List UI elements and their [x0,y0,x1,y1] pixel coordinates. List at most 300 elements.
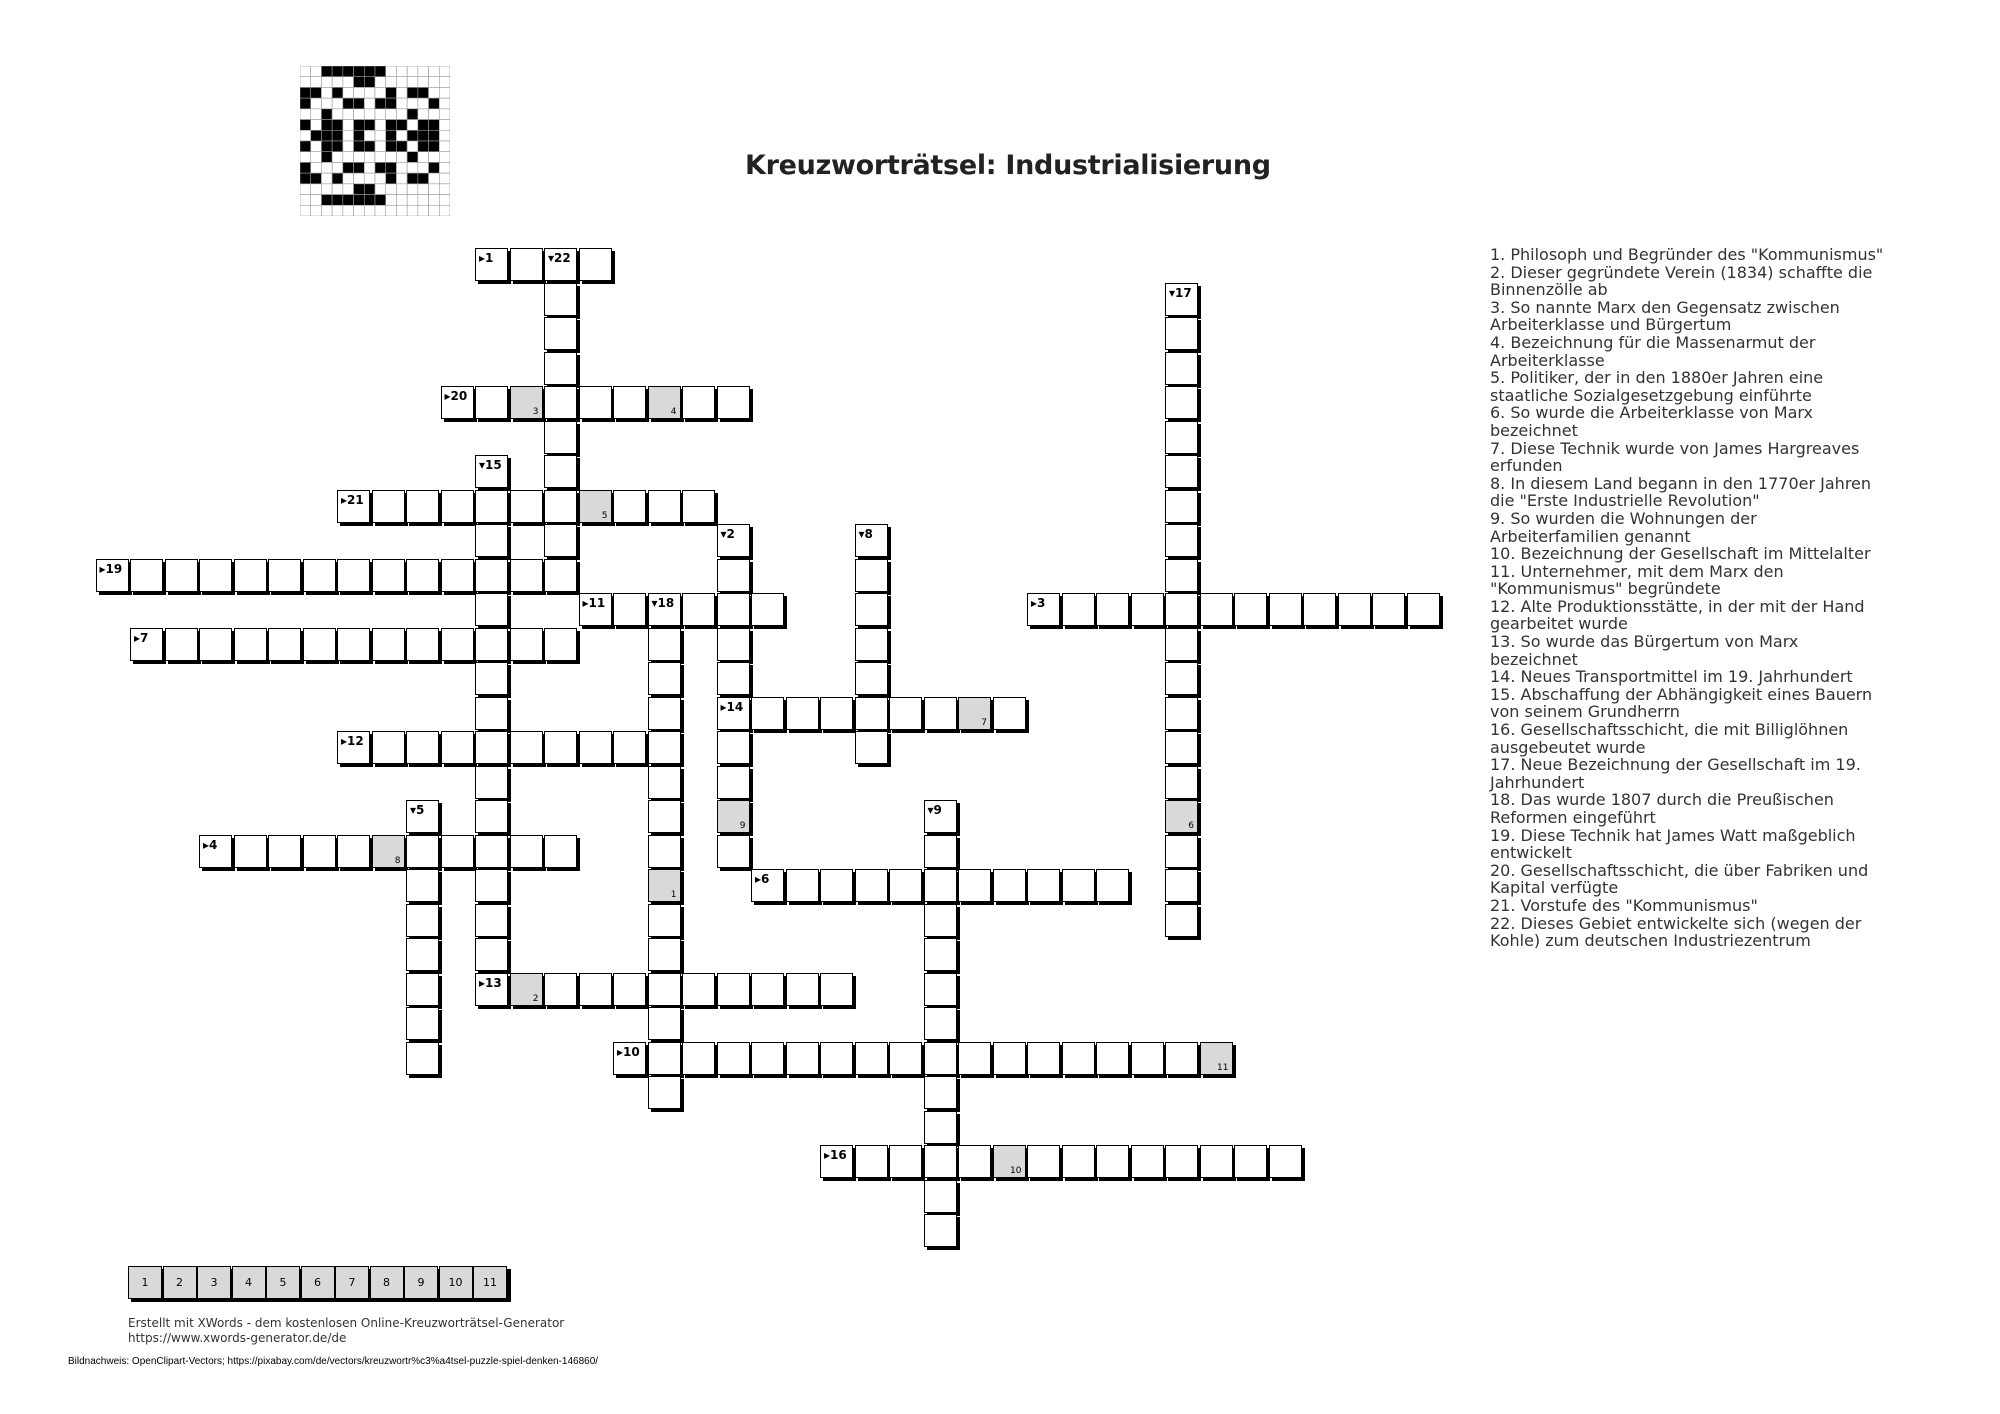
crossword-cell[interactable] [1027,593,1060,626]
crossword-cell[interactable] [820,1145,853,1178]
crossword-cell[interactable] [544,628,577,661]
crossword-cell[interactable] [648,628,681,661]
clue-number-label: ▸11 [582,596,606,610]
crossword-cell[interactable] [648,593,681,626]
crossword-cell[interactable] [475,248,508,281]
crossword-cell[interactable] [717,662,750,695]
crossword-cell[interactable] [544,731,577,764]
crossword-cell[interactable] [786,1042,819,1075]
image-credit: Bildnachweis: OpenClipart-Vectors; https://pixabay.com/de/vectors/kreuzwortr%c3%a4tsel-puzzle-spiel-denken-146860/ [68,1356,599,1367]
crossword-cell[interactable] [820,697,853,730]
clue-item: 1. Philosoph und Begründer des "Kommunismus" [1490,245,1884,264]
crossword-cell[interactable] [682,1042,715,1075]
crossword-cell[interactable] [510,731,543,764]
crossword-cell[interactable] [924,1145,957,1178]
crossword-cell[interactable] [1165,352,1198,385]
crossword-cell[interactable] [648,973,681,1006]
crossword-cell[interactable] [855,697,888,730]
crossword-cell[interactable] [130,628,163,661]
crossword-cell[interactable] [1027,1042,1060,1075]
crossword-cell[interactable] [372,731,405,764]
crossword-cell[interactable] [544,490,577,523]
crossword-cell[interactable] [337,559,370,592]
crossword-cell[interactable] [441,559,474,592]
crossword-cell[interactable] [475,697,508,730]
crossword-cell[interactable] [579,593,612,626]
crossword-cell[interactable] [544,317,577,350]
clue-item: 20. Gesellschaftsschicht, die über Fabriken und Kapital verfügte [1490,860,1869,898]
crossword-cell[interactable] [717,697,750,730]
crossword-cell[interactable] [924,1111,957,1144]
crossword-cell[interactable] [751,1042,784,1075]
crossword-cell[interactable] [544,559,577,592]
solution-marker: 11 [1217,1062,1229,1073]
solution-cell[interactable]: 4 [232,1266,266,1299]
page-title: Kreuzworträtsel: Industrialisierung [745,150,1271,181]
crossword-cell[interactable] [199,628,232,661]
crossword-cell[interactable] [993,697,1026,730]
crossword-cell[interactable] [130,559,163,592]
crossword-cell[interactable] [786,697,819,730]
crossword-cell[interactable] [544,283,577,316]
crossword-cell[interactable] [1165,283,1198,316]
crossword-cell[interactable] [510,248,543,281]
crossword-cell[interactable] [1165,490,1198,523]
clue-item: 12. Alte Produktionsstätte, in der mit der Hand gearbeitet wurde [1490,596,1865,634]
crossword-cell[interactable] [648,490,681,523]
clue-number-label: ▾2 [720,527,735,541]
crossword-cell[interactable] [855,662,888,695]
crossword-cell[interactable] [441,835,474,868]
crossword-cell[interactable] [165,559,198,592]
crossword-cell[interactable] [406,835,439,868]
solution-cell[interactable]: 10 [439,1266,473,1299]
clue-item: 11. Unternehmer, mit dem Marx den "Kommunismus" begründete [1490,561,1784,599]
crossword-cell[interactable] [993,1042,1026,1075]
crossword-cell[interactable] [1062,869,1095,902]
crossword-cell[interactable] [1096,1042,1129,1075]
crossword-cell[interactable] [544,386,577,419]
crossword-cell[interactable] [613,386,646,419]
clue-number-label: ▾18 [651,596,675,610]
solution-marker: 5 [601,510,608,521]
crossword-cell[interactable] [372,559,405,592]
clue-number-label: ▸19 [99,561,123,576]
crossword-cell[interactable] [510,490,543,523]
crossword-cell[interactable] [475,766,508,799]
crossword-cell[interactable] [855,593,888,626]
crossword-cell[interactable] [717,800,750,833]
clue-item: 18. Das wurde 1807 durch die Preußischen Reformen eingeführt [1490,790,1834,827]
crossword-cell[interactable] [648,835,681,868]
crossword-cell[interactable] [889,1145,922,1178]
crossword-cell[interactable] [717,731,750,764]
crossword-cell[interactable] [234,559,267,592]
crossword-cell[interactable] [613,973,646,1006]
crossword-cell[interactable] [475,662,508,695]
crossword-cell[interactable] [1165,697,1198,730]
crossword-cell[interactable] [406,938,439,971]
crossword-cell[interactable] [1165,1145,1198,1178]
crossword-puzzle-icon [300,66,450,220]
crossword-cell[interactable] [1027,1145,1060,1178]
crossword-cell[interactable] [337,835,370,868]
crossword-cell[interactable] [613,1042,646,1075]
crossword-cell[interactable] [475,835,508,868]
crossword-cell[interactable] [648,938,681,971]
solution-marker: 3 [532,407,539,417]
crossword-cell[interactable] [1165,317,1198,350]
crossword-cell[interactable] [1165,766,1198,799]
crossword-cell[interactable] [820,869,853,902]
crossword-cell[interactable] [889,869,922,902]
crossword-cell[interactable] [958,869,991,902]
solution-cell[interactable]: 1 [128,1266,162,1299]
crossword-cell[interactable] [682,490,715,523]
crossword-cell[interactable] [268,835,301,868]
crossword-cell[interactable] [544,524,577,557]
crossword-cell[interactable] [406,904,439,937]
crossword-cell[interactable] [475,731,508,764]
crossword-cell[interactable] [648,697,681,730]
crossword-cell[interactable] [579,490,612,523]
crossword-cell[interactable] [406,800,439,833]
crossword-cell[interactable] [1165,835,1198,868]
crossword-cell[interactable] [820,973,853,1006]
crossword-cell[interactable] [682,593,715,626]
credit-text: Erstellt mit XWords - dem kostenlosen Online-Kreuzworträtsel-Generator [128,1316,565,1330]
crossword-cell[interactable] [717,593,750,626]
crossword-cell[interactable] [924,800,957,833]
crossword-cell[interactable] [958,1042,991,1075]
crossword-cell[interactable] [441,386,474,419]
solution-marker: 9 [739,821,746,831]
crossword-cell[interactable] [199,559,232,592]
crossword-cell[interactable] [1131,1145,1164,1178]
clue-number-label: ▸10 [617,1044,640,1059]
clue-item: 4. Bezeichnung für die Massenarmut der Arbeiterklasse [1490,332,1816,370]
crossword-cell[interactable] [441,628,474,661]
clue-number-label: ▸4 [203,837,218,852]
crossword-cell[interactable] [1303,593,1336,626]
crossword-cell[interactable] [924,869,957,902]
crossword-cell[interactable] [337,628,370,661]
crossword-cell[interactable] [510,386,543,419]
crossword-cell[interactable] [613,593,646,626]
crossword-cell[interactable] [406,1007,439,1040]
crossword-cell[interactable] [855,1145,888,1178]
crossword-cell[interactable] [441,490,474,523]
clue-number-label: ▸3 [1031,596,1046,610]
crossword-cell[interactable] [475,800,508,833]
crossword-cell[interactable] [579,731,612,764]
crossword-cell[interactable] [406,869,439,902]
crossword-cell[interactable] [475,455,508,488]
crossword-cell[interactable] [1096,869,1129,902]
crossword-cell[interactable] [958,1145,991,1178]
solution-cell[interactable]: 5 [266,1266,300,1299]
clue-item: 3. So nannte Marx den Gegensatz zwischen Arbeiterklasse und Bürgertum [1490,297,1840,335]
crossword-cell[interactable] [1165,524,1198,557]
clue-number-label: ▾5 [410,803,425,817]
crossword-cell[interactable] [924,1042,957,1075]
crossword-cell[interactable] [717,766,750,799]
crossword-cell[interactable] [475,524,508,557]
crossword-cell[interactable] [1096,593,1129,626]
clue-number-label: ▸20 [444,389,468,403]
crossword-cell[interactable] [544,835,577,868]
crossword-cell[interactable] [717,524,750,557]
crossword-cell[interactable] [717,386,750,419]
crossword-cell[interactable] [510,628,543,661]
crossword-cell[interactable] [648,766,681,799]
clue-number-label: ▾22 [548,251,571,265]
clue-item: 9. So wurden die Wohnungen der Arbeiterfamilien genannt [1490,508,1757,546]
crossword-cell[interactable] [648,869,681,902]
crossword-cell[interactable] [855,1042,888,1075]
crossword-cell[interactable] [613,490,646,523]
crossword-cell[interactable] [544,455,577,488]
crossword-cell[interactable] [1407,593,1440,626]
crossword-cell[interactable] [475,386,508,419]
crossword-cell[interactable] [648,662,681,695]
crossword-cell[interactable] [475,593,508,626]
solution-marker: 1 [670,890,677,900]
clue-number-label: ▾8 [858,527,873,541]
crossword-cell[interactable] [406,559,439,592]
crossword-cell[interactable] [579,973,612,1006]
crossword-cell[interactable] [648,904,681,937]
solution-cell[interactable]: 8 [370,1266,404,1299]
crossword-cell[interactable] [1165,559,1198,592]
crossword-cell[interactable] [510,973,543,1006]
clue-number-label: ▸14 [720,699,744,714]
crossword-cell[interactable] [406,628,439,661]
crossword-cell[interactable] [1062,593,1095,626]
crossword-cell[interactable] [717,835,750,868]
crossword-cell[interactable] [1165,421,1198,454]
crossword-cell[interactable] [1096,1145,1129,1178]
crossword-cell[interactable] [993,869,1026,902]
crossword-cell[interactable] [1200,1145,1233,1178]
crossword-cell[interactable] [475,904,508,937]
crossword-cell[interactable] [1234,593,1267,626]
crossword-cell[interactable] [268,628,301,661]
crossword-cell[interactable] [889,1042,922,1075]
crossword-cell[interactable] [924,1180,957,1213]
crossword-cell[interactable] [372,628,405,661]
crossword-cell[interactable] [924,835,957,868]
crossword-cell[interactable] [1165,1042,1198,1075]
crossword-cell[interactable] [406,731,439,764]
crossword-cell[interactable] [820,1042,853,1075]
clue-item: 5. Politiker, der in den 1880er Jahren eine staatliche Sozialgesetzgebung einführte [1490,368,1824,405]
clue-item: 22. Dieses Gebiet entwickelte sich (wegen der Kohle) zum deutschen Industriezentrum [1490,913,1862,951]
crossword-cell[interactable] [544,248,577,281]
crossword-cell[interactable] [303,835,336,868]
clue-number-label: ▸16 [824,1148,847,1162]
crossword-cell[interactable] [475,973,508,1006]
solution-marker: 4 [670,407,677,417]
crossword-cell[interactable] [855,559,888,592]
generator-credit [128,1316,564,1346]
clue-item: 8. In diesem Land begann in den 1770er Jahren die "Erste Industrielle Revolution" [1490,473,1872,511]
crossword-cell[interactable] [234,835,267,868]
crossword-cell[interactable] [648,386,681,419]
crossword-cell[interactable] [1165,731,1198,764]
crossword-cell[interactable] [1200,1042,1233,1075]
crossword-cell[interactable] [855,869,888,902]
crossword-cell[interactable] [889,697,922,730]
crossword-cell[interactable] [648,731,681,764]
crossword-cell[interactable] [372,835,405,868]
crossword-cell[interactable] [1027,869,1060,902]
crossword-cell[interactable] [924,1076,957,1109]
crossword-cell[interactable] [855,524,888,557]
crossword-cell[interactable] [717,973,750,1006]
clue-item: 7. Diese Technik wurde von James Hargreaves erfunden [1490,438,1860,476]
crossword-cell[interactable] [475,490,508,523]
crossword-cell[interactable] [1338,593,1371,626]
crossword-cell[interactable] [406,490,439,523]
clue-number-label: ▾9 [927,803,942,817]
crossword-cell[interactable] [682,386,715,419]
crossword-cell[interactable] [544,352,577,385]
crossword-cell[interactable] [303,628,336,661]
clue-item: 14. Neues Transportmittel im 19. Jahrhundert [1490,667,1853,687]
crossword-cell[interactable] [579,248,612,281]
crossword-cell[interactable] [406,973,439,1006]
crossword-cell[interactable] [751,869,784,902]
clue-number-label: ▸1 [479,251,494,265]
clue-number-label: ▾15 [479,458,502,472]
crossword-cell[interactable] [613,731,646,764]
crossword-cell[interactable] [648,1042,681,1075]
crossword-cell[interactable] [337,490,370,523]
crossword-cell[interactable] [682,973,715,1006]
crossword-cell[interactable] [1165,386,1198,419]
crossword-cell[interactable] [199,835,232,868]
crossword-cell[interactable] [96,559,129,592]
clue-number-label: ▸6 [755,872,770,886]
crossword-cell[interactable] [475,869,508,902]
crossword-cell[interactable] [717,1042,750,1075]
crossword-cell[interactable] [1165,869,1198,902]
crossword-cell[interactable] [751,697,784,730]
solution-marker: 7 [981,717,987,728]
clue-number-label: ▸21 [341,492,364,507]
solution-cell[interactable]: 9 [404,1266,438,1299]
crossword-cell[interactable] [1269,593,1302,626]
crossword-cell[interactable] [1165,593,1198,626]
clue-item: 21. Vorstufe des "Kommunismus" [1490,895,1758,915]
solution-marker: 8 [394,855,401,866]
crossword-cell[interactable] [648,1076,681,1109]
crossword-cell[interactable] [544,421,577,454]
crossword-cell[interactable] [648,1007,681,1040]
crossword-cell[interactable] [1062,1042,1095,1075]
crossword-cell[interactable] [751,973,784,1006]
crossword-cell[interactable] [1131,593,1164,626]
solution-cell[interactable]: 7 [335,1266,369,1299]
clue-item: 15. Abschaffung der Abhängigkeit eines Bauern von seinem Grundherrn [1490,684,1873,722]
crossword-cell[interactable] [855,731,888,764]
crossword-cell[interactable] [510,835,543,868]
clue-number-label: ▸7 [134,630,149,645]
crossword-cell[interactable] [475,628,508,661]
solution-marker: 2 [532,993,539,1004]
crossword-cell[interactable] [234,628,267,661]
crossword-cell[interactable] [924,904,957,937]
credit-link[interactable]: https://www.xwords-generator.de/de [128,1331,347,1345]
solution-cell[interactable]: 2 [163,1266,197,1299]
crossword-cell[interactable] [924,938,957,971]
crossword-cell[interactable] [1165,662,1198,695]
crossword-cell[interactable] [786,973,819,1006]
crossword-cell[interactable] [1062,1145,1095,1178]
crossword-cell[interactable] [1165,904,1198,937]
clue-item: 13. So wurde das Bürgertum von Marx bezeichnet [1490,632,1799,669]
solution-cell[interactable]: 3 [197,1266,231,1299]
crossword-cell[interactable] [406,1042,439,1075]
crossword-cell[interactable] [751,593,784,626]
clue-number-label: ▸12 [341,734,364,748]
crossword-cell[interactable] [337,731,370,764]
crossword-cell[interactable] [441,731,474,764]
crossword-cell[interactable] [993,1145,1026,1178]
crossword-cell[interactable] [544,973,577,1006]
crossword-cell[interactable] [924,697,957,730]
crossword-cell[interactable] [510,559,543,592]
clue-item: 16. Gesellschaftsschicht, die mit Billiglöhnen ausgebeutet wurde [1490,720,1849,757]
crossword-cell[interactable] [1234,1145,1267,1178]
clue-number-label: ▾17 [1169,285,1192,300]
crossword-cell[interactable] [855,628,888,661]
crossword-cell[interactable] [579,386,612,419]
clue-item: 10. Bezeichnung der Gesellschaft im Mittelalter [1490,544,1871,564]
crossword-cell[interactable] [786,869,819,902]
clue-list [1490,246,1890,950]
crossword-cell[interactable] [958,697,991,730]
clue-item: 19. Diese Technik hat James Watt maßgeblich entwickelt [1490,825,1856,863]
crossword-cell[interactable] [1131,1042,1164,1075]
solution-cell[interactable]: 6 [301,1266,335,1299]
crossword-cell[interactable] [475,938,508,971]
crossword-cell[interactable] [717,628,750,661]
clue-item: 6. So wurde die Arbeiterklasse von Marx bezeichnet [1490,403,1814,440]
crossword-cell[interactable] [648,800,681,833]
crossword-cell[interactable] [372,490,405,523]
crossword-cell[interactable] [1165,800,1198,833]
solution-cell[interactable]: 11 [473,1266,507,1299]
crossword-cell[interactable] [717,559,750,592]
solution-marker: 6 [1188,821,1194,831]
crossword-cell[interactable] [303,559,336,592]
crossword-cell[interactable] [1372,593,1405,626]
crossword-cell[interactable] [924,1214,957,1247]
crossword-cell[interactable] [268,559,301,592]
crossword-cell[interactable] [924,973,957,1006]
crossword-cell[interactable] [1165,628,1198,661]
crossword-cell[interactable] [924,1007,957,1040]
crossword-cell[interactable] [1200,593,1233,626]
crossword-cell[interactable] [1165,455,1198,488]
crossword-cell[interactable] [1269,1145,1302,1178]
clue-item: 17. Neue Bezeichnung der Gesellschaft im 19. Jahrhundert [1490,755,1861,792]
crossword-cell[interactable] [165,628,198,661]
clue-item: 2. Dieser gegründete Verein (1834) schaffte die Binnenzölle ab [1490,262,1873,300]
crossword-cell[interactable] [475,559,508,592]
